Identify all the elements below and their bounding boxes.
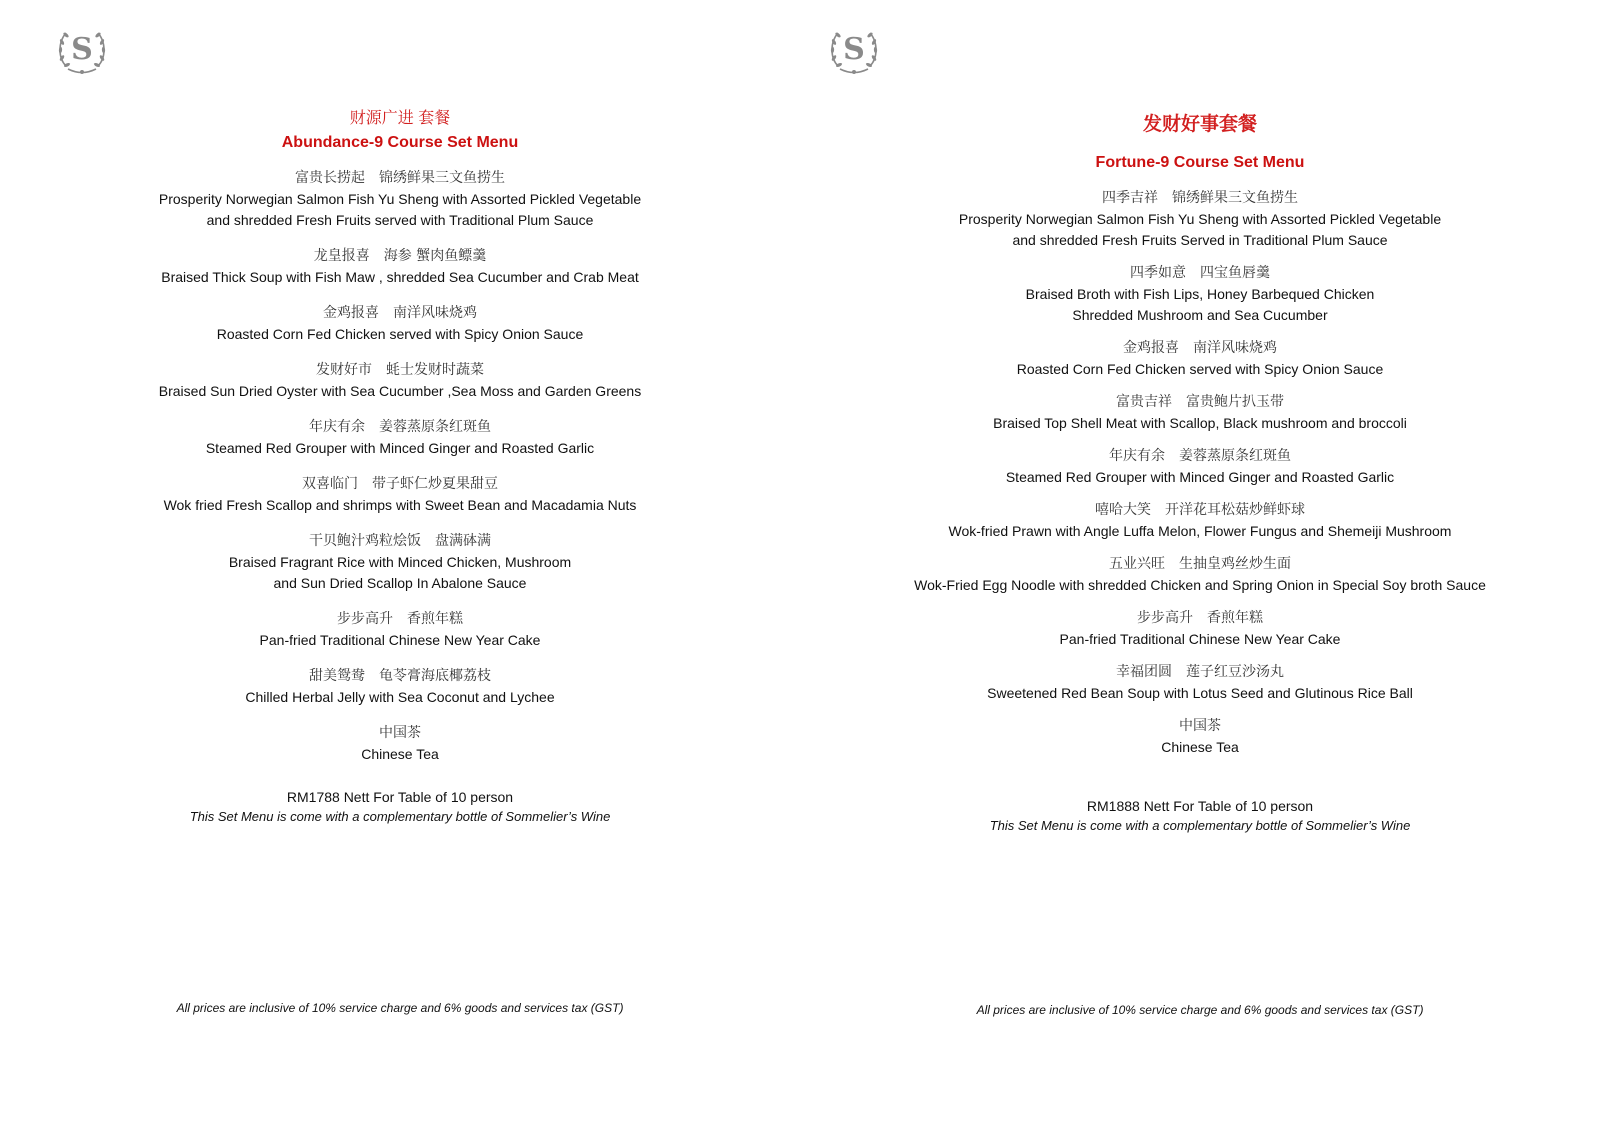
course-item: [0, 723, 800, 765]
course-description: Steamed Red Grouper with Minced Ginger and Roasted Garlic: [1005, 469, 1395, 485]
course-description: Braised Fragrant Rice with Minced Chicken, Mushroom: [228, 554, 572, 570]
course-description: Braised Top Shell Meat with Scallop, Black mushroom and broccoli: [993, 415, 1407, 431]
course-name-chinese: 发财好市 蚝士发财时蔬菜: [316, 362, 484, 378]
menu-title-chinese: 发财好事套餐: [1142, 114, 1257, 135]
course-description: Shredded Mushroom and Sea Cucumber: [1072, 307, 1328, 323]
menu-price: RM1888 Nett For Table of 10 person: [1086, 798, 1314, 814]
course-description: Wok fried Fresh Scallop and shrimps with Sweet Bean and Macadamia Nuts: [163, 497, 637, 513]
course-item: [0, 474, 800, 516]
course-item: [800, 716, 1600, 758]
course-name-chinese: 干贝鲍汁鸡粒烩饭 盘满砵满: [309, 533, 491, 549]
menu-title-chinese: 财源广进 套餐: [349, 110, 451, 127]
course-description: Sweetened Red Bean Soup with Lotus Seed and Glutinous Rice Ball: [987, 685, 1413, 701]
course-description: Braised Sun Dried Oyster with Sea Cucumber ,Sea Moss and Garden Greens: [158, 383, 642, 399]
course-item: [800, 263, 1600, 326]
menu-price: RM1788 Nett For Table of 10 person: [286, 789, 514, 805]
course-name-chinese: 年庆有余 姜蓉蒸原条红斑鱼: [1109, 448, 1291, 464]
course-name-chinese: 四季吉祥 锦绣鲜果三文鱼捞生: [1102, 190, 1298, 206]
course-item: [0, 360, 800, 402]
course-name-chinese: 中国茶: [1179, 718, 1221, 734]
sheraton-logo-icon: [54, 22, 110, 78]
course-item: [0, 417, 800, 459]
course-name-chinese: 嘻哈大笑 开洋花耳松菇炒鲜虾球: [1095, 502, 1305, 518]
wine-note: This Set Menu is come with a complementary bottle of Sommelier’s Wine: [189, 809, 611, 824]
course-name-chinese: 五业兴旺 生抽皇鸡丝炒生面: [1109, 556, 1291, 572]
course-name-chinese: 四季如意 四宝鱼唇羹: [1130, 265, 1270, 281]
course-item: [0, 246, 800, 288]
course-description: and shredded Fresh Fruits served with Traditional Plum Sauce: [206, 212, 594, 228]
menu-page-fortune: [800, 0, 1600, 1131]
course-name-chinese: 金鸡报喜 南洋风味烧鸡: [323, 305, 477, 321]
course-name-chinese: 富贵长捞起 锦绣鲜果三文鱼捞生: [295, 170, 505, 186]
course-description: Prosperity Norwegian Salmon Fish Yu Sheng with Assorted Pickled Vegetable: [158, 191, 642, 207]
course-item: [0, 531, 800, 594]
course-name-chinese: 步步高升 香煎年糕: [1137, 610, 1263, 626]
course-description: Roasted Corn Fed Chicken served with Spicy Onion Sauce: [216, 326, 584, 342]
course-item: [800, 446, 1600, 488]
course-description: Steamed Red Grouper with Minced Ginger and Roasted Garlic: [205, 440, 595, 456]
course-name-chinese: 幸福团圆 莲子红豆沙汤丸: [1116, 664, 1284, 680]
course-description: Roasted Corn Fed Chicken served with Spicy Onion Sauce: [1016, 361, 1384, 377]
course-name-chinese: 金鸡报喜 南洋风味烧鸡: [1123, 340, 1277, 356]
course-description: Chilled Herbal Jelly with Sea Coconut and Lychee: [245, 689, 555, 705]
course-description: Pan-fried Traditional Chinese New Year Cake: [1059, 631, 1341, 647]
course-name-chinese: 步步高升 香煎年糕: [337, 611, 463, 627]
course-item: [800, 608, 1600, 650]
course-item: [800, 662, 1600, 704]
tax-note: All prices are inclusive of 10% service charge and 6% goods and services tax (GST): [176, 1001, 624, 1015]
course-name-chinese: 年庆有余 姜蓉蒸原条红斑鱼: [309, 419, 491, 435]
course-name-chinese: 龙皇报喜 海参 蟹肉鱼鳔羹: [313, 248, 487, 264]
course-description: Chinese Tea: [1161, 739, 1239, 755]
course-item: [800, 338, 1600, 380]
course-item: [800, 392, 1600, 434]
course-description: Braised Broth with Fish Lips, Honey Barbequed Chicken: [1025, 286, 1375, 302]
course-description: and shredded Fresh Fruits Served in Traditional Plum Sauce: [1012, 232, 1388, 248]
course-list: [0, 168, 800, 765]
course-list: [800, 188, 1600, 758]
menu-title-english: Fortune-9 Course Set Menu: [1095, 154, 1305, 171]
sheraton-logo-icon: [826, 22, 882, 78]
course-description: Wok-Fried Egg Noodle with shredded Chicken and Spring Onion in Special Soy broth Sauce: [914, 577, 1486, 593]
course-item: [0, 666, 800, 708]
menu-title-english: Abundance-9 Course Set Menu: [281, 134, 519, 151]
course-description: Wok-fried Prawn with Angle Luffa Melon, Flower Fungus and Shemeiji Mushroom: [948, 523, 1452, 539]
course-item: [0, 609, 800, 651]
course-description: Braised Thick Soup with Fish Maw , shredded Sea Cucumber and Crab Meat: [161, 269, 639, 285]
course-item: [0, 303, 800, 345]
tax-note: All prices are inclusive of 10% service charge and 6% goods and services tax (GST): [976, 1003, 1424, 1017]
set-menu: [800, 112, 1600, 836]
course-item: [0, 168, 800, 231]
course-item: [800, 188, 1600, 251]
course-name-chinese: 甜美鸳鸯 龟苓膏海底椰荔枝: [309, 668, 491, 684]
course-description: Chinese Tea: [361, 746, 439, 762]
course-description: Prosperity Norwegian Salmon Fish Yu Sheng with Assorted Pickled Vegetable: [958, 211, 1442, 227]
course-name-chinese: 富贵吉祥 富贵鲍片扒玉带: [1116, 394, 1284, 410]
course-item: [800, 554, 1600, 596]
course-description: Pan-fried Traditional Chinese New Year Cake: [259, 632, 541, 648]
wine-note: This Set Menu is come with a complementary bottle of Sommelier’s Wine: [989, 818, 1411, 833]
course-name-chinese: 中国茶: [379, 725, 421, 741]
course-description: and Sun Dried Scallop In Abalone Sauce: [273, 575, 527, 591]
course-item: [800, 500, 1600, 542]
course-name-chinese: 双喜临门 带子虾仁炒夏果甜豆: [302, 476, 498, 492]
set-menu: [0, 108, 800, 827]
